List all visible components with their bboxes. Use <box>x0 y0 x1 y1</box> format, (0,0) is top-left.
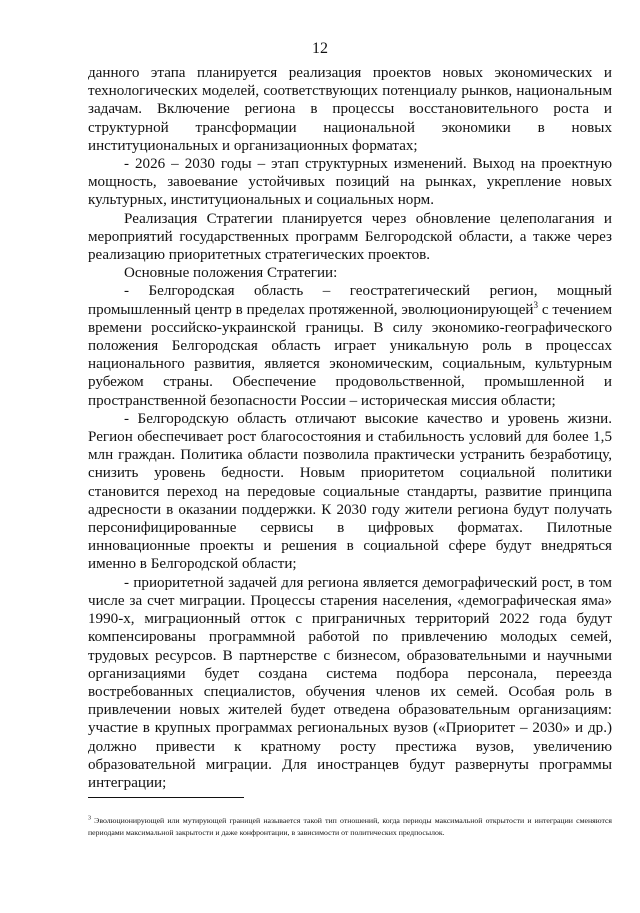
footnote-marker: 3 <box>88 815 91 822</box>
paragraph-geostrategic-region <box>88 282 612 409</box>
body-text <box>88 64 612 792</box>
footnote-text: Эволюционирующей или мутирующей границей называется такой тип отношений, когда периоды максимальной открытости и интеграции сменяются периодами максимальной закрытости и даже конфронтации, в зависимости от политических предпосылок. <box>88 816 612 837</box>
paragraph-demographic-growth: - приоритетной задачей для региона является демографический рост, в том числе за счет миграции. Процессы старения населения, «демографическая яма» 1990-х, миграционный отток с приграничных территорий 2022 года будут компенсированы программной работой по привлечению молодых семей, трудовых ресурсов. В партнерстве с бизнесом, образовательными и научными организациями будет создана система подбора персонала, переезда востребованных специалистов, обучения членов их семей. Особая роль в привлечении новых жителей будет отведена образовательным организациям: участие в крупных программах региональных вузов («Приоритет – 2030» и др.) должно привести к кратному росту престижа вузов, увеличению образовательной миграции. Для иностранцев будут развернуты программы интеграции; <box>88 574 612 791</box>
page-number: 12 <box>312 40 328 57</box>
footnote-reference-marker[interactable]: 3 <box>533 299 538 310</box>
footnote <box>88 815 612 838</box>
paragraph-quality-of-life: - Белгородскую область отличают высокие качество и уровень жизни. Регион обеспечивает рост благосостояния и стабильность условий для более 1,5 млн граждан. Политика области позволила практически устранить безработицу, снизить уровень бедности. Новым приоритетом социальной политики становится переход на передовые социальные стандарты, развитие принципа адресности в оказании поддержки. К 2030 году жители региона будут получать персонифицированные сервисы в цифровых форматах. Пилотные инновационные проекты и решения в социальной сфере будут внедряться именно в Белгородской области; <box>88 410 612 573</box>
paragraph-main-provisions-heading: Основные положения Стратегии: <box>124 265 338 282</box>
paragraph-strategy-implementation: Реализация Стратегии планируется через обновление целеполагания и мероприятий государственных программ Белгородской области, а также через реализацию приоритетных стратегических проектов. <box>88 210 612 264</box>
footnote-divider <box>88 797 244 798</box>
paragraph-geostrategic-region-text: - Белгородская область – геостратегический регион, мощный промышленный центр в пределах протяженной, эволюционирующей <box>88 283 612 318</box>
paragraph-stage-2026-2030: - 2026 – 2030 годы – этап структурных изменений. Выход на проектную мощность, завоевание устойчивых позиций на рынках, укрепление новых культурных, институциональных и социальных норм. <box>88 156 612 209</box>
paragraph-stage-continuation: данного этапа планируется реализация проектов новых экономических и технологических моделей, соответствующих потенциалу рынков, национальным задачам. Включение региона в процессы восстановительного роста и структурной трансформации национальной экономики в новых институциональных и организационных форматах; <box>88 65 612 154</box>
paragraph-geostrategic-region-text-after: с течением времени российско-украинской границы. В силу экономико-географического положения Белгородская область играет уникальную роль в процессах национального развития, является экономическим, социальным, культурным рубежом страны. Обеспечение продовольственной, промышленной и пространственной безопасности России – историческая миссия области; <box>88 301 613 409</box>
